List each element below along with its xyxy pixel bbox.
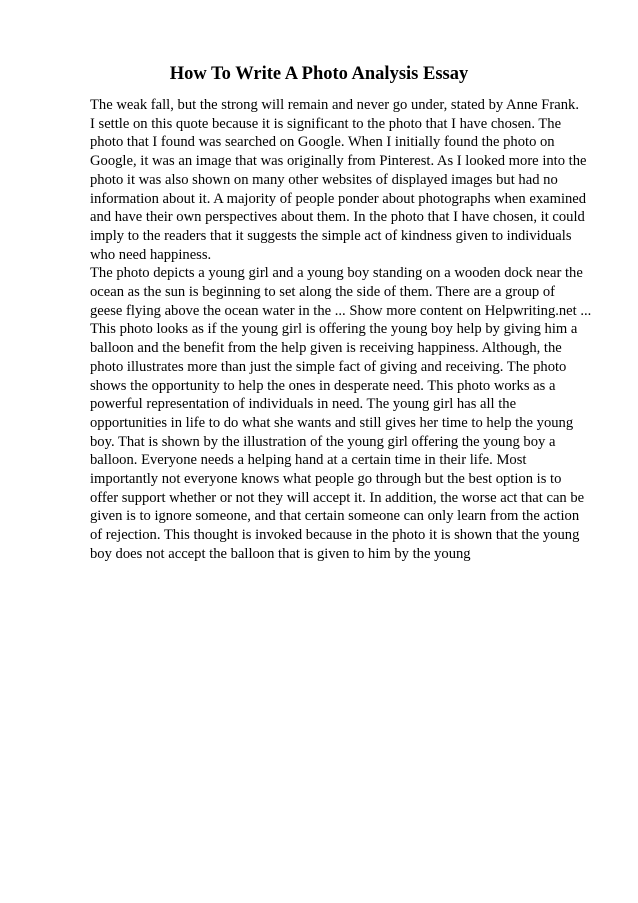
text-line: importantly not everyone knows what people go through but the best option is to <box>90 471 562 488</box>
text-line: The photo depicts a young girl and a young boy standing on a wooden dock near the <box>90 265 583 282</box>
text-line: I settle on this quote because it is significant to the photo that I have chosen. The <box>90 115 562 132</box>
text-line: balloon and the benefit from the help given is receiving happiness. Although, the <box>90 340 562 357</box>
essay-body <box>90 96 600 564</box>
text-line: photo it was also shown on many other websites of displayed images but had no <box>90 171 558 188</box>
text-line: given is to ignore someone, and that certain someone can only learn from the action <box>90 508 580 525</box>
text-line: and have their own perspectives about them. In the photo that I have chosen, it could <box>90 209 585 226</box>
text-line: balloon. Everyone needs a helping hand at a certain time in their life. Most <box>90 452 527 469</box>
text-line: powerful representation of individuals in need. The young girl has all the <box>90 396 517 413</box>
text-line: geese flying above the ocean water in the ... Show more content on Helpwriting.net ... <box>90 302 592 319</box>
text-line: boy does not accept the balloon that is given to him by the young <box>90 545 471 562</box>
text-line: information about it. A majority of people ponder about photographs when examined <box>90 190 587 207</box>
text-line: imply to the readers that it suggests the simple act of kindness given to individuals <box>90 227 572 244</box>
text-line: opportunities in life to do what she wants and still gives her time to help the young <box>90 414 574 431</box>
text-line: photo that I found was searched on Google. When I initially found the photo on <box>90 134 555 151</box>
text-line: of rejection. This thought is invoked because in the photo it is shown that the young <box>90 527 580 544</box>
text-line: ocean as the sun is beginning to set along the side of them. There are a group of <box>90 284 555 301</box>
text-line: who need happiness. <box>90 246 212 263</box>
text-line: shows the opportunity to help the ones in desperate need. This photo works as a <box>90 377 556 394</box>
text-line: boy. That is shown by the illustration of the young girl offering the young boy a <box>90 433 556 450</box>
text-line: Google, it was an image that was originally from Pinterest. As I looked more into the <box>90 153 587 170</box>
page-title: How To Write A Photo Analysis Essay <box>169 64 469 84</box>
text-line: photo illustrates more than just the simple fact of giving and receiving. The photo <box>90 358 567 375</box>
text-line: offer support whether or not they will accept it. In addition, the worse act that can be <box>90 489 585 506</box>
text-line: The weak fall, but the strong will remain and never go under, stated by Anne Frank. <box>90 97 579 113</box>
text-line: This photo looks as if the young girl is offering the young boy help by giving him a <box>90 321 578 338</box>
